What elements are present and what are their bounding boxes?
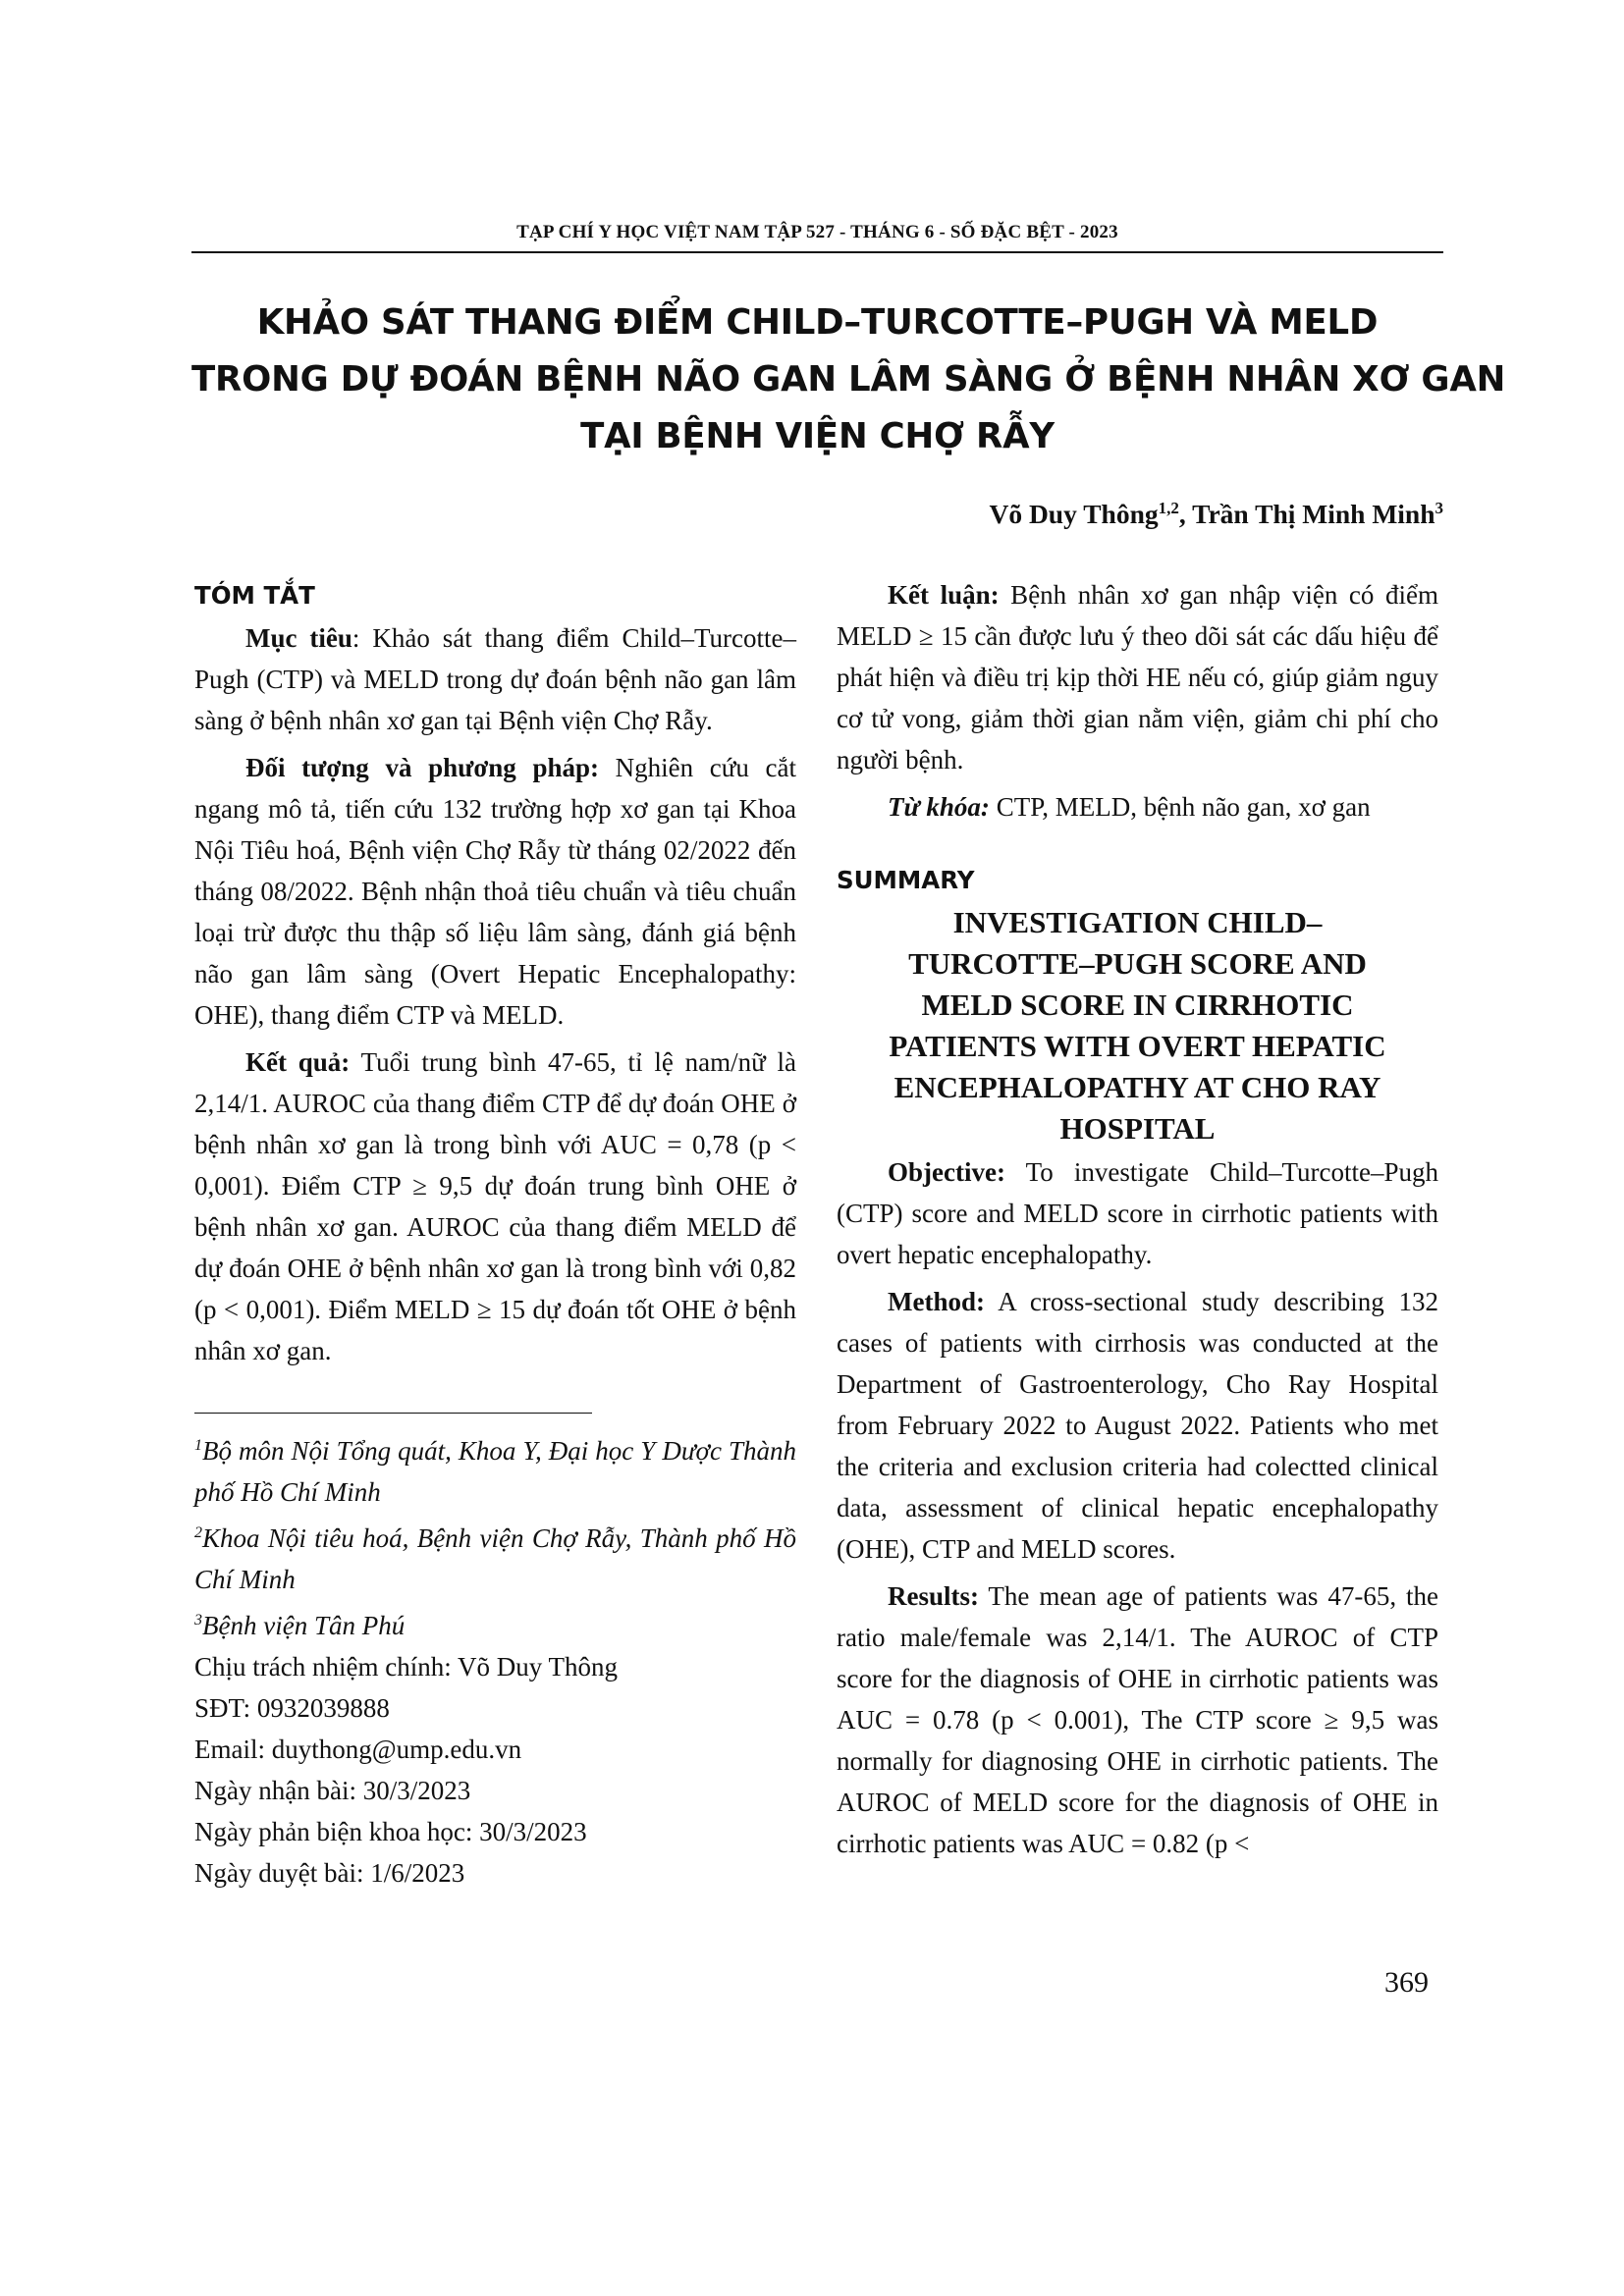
english-title	[837, 902, 1438, 1149]
affiliation-sup: 3	[194, 1612, 202, 1629]
objective-label: Objective:	[888, 1157, 1005, 1187]
phone-number: SĐT: 0932039888	[194, 1693, 390, 1723]
date-approved: Ngày duyệt bài: 1/6/2023	[194, 1858, 465, 1888]
title-line: TRONG DỰ ĐOÁN BỆNH NÃO GAN LÂM SÀNG Ở BỆNH NHÂN XƠ GAN	[191, 359, 1506, 400]
results-text: The mean age of patients was 47-65, the ratio male/female was 2,14/1. The AUROC of CTP score for the diagnosis of OHE in cirrhotic patients was AUC = 0.78 (p < 0.001), The CTP score ≥ 9,5 was normally for diagnosing OHE in cirrhotic patients. The AUROC of MELD score for the diagnosis of OHE in cirrhotic patients was AUC = 0.82 (p <	[837, 1581, 1438, 1858]
title-line: KHẢO SÁT THANG ĐIỂM CHILD–TURCOTTE–PUGH VÀ MELD	[256, 302, 1379, 343]
author-separator: ,	[1178, 499, 1193, 530]
objective-text: To investigate Child–Turcotte–Pugh (CTP) score and MELD score in cirrhotic patients with overt hepatic encephalopathy.	[837, 1157, 1438, 1269]
results-label: Kết quả:	[245, 1047, 351, 1077]
results-text: Tuổi trung bình 47-65, tỉ lệ nam/nữ là 2,14/1. AUROC của thang điểm CTP để dự đoán OHE ở bệnh nhân xơ gan là trong bình với AUC = 0,78 (p < 0,001). Điểm CTP ≥ 9,5 dự đoán trung bình OHE ở bệnh nhân xơ gan. AUROC của thang điểm MELD để dự đoán OHE ở bệnh nhân xơ gan là trong bình với 0,82 (p < 0,001). Điểm MELD ≥ 15 dự đoán tốt OHE ở bệnh nhân xơ gan.	[194, 1047, 797, 1365]
email-address: Email: duythong@ump.edu.vn	[194, 1735, 522, 1764]
abstract-method	[194, 747, 796, 1036]
conclusion-label: Kết luận:	[888, 580, 1000, 610]
method-label: Đối tượng và phương pháp:	[245, 753, 599, 782]
article-title	[191, 294, 1506, 465]
english-title-line: MELD SCORE IN CIRRHOTIC	[921, 988, 1354, 1022]
author-name: Võ Duy Thông	[989, 499, 1159, 530]
summary-heading: SUMMARY	[837, 866, 975, 894]
keywords-text: CTP, MELD, bệnh não gan, xơ gan	[989, 792, 1371, 822]
footnote-rule	[194, 1413, 592, 1414]
abstract-heading: TÓM TẮT	[194, 581, 315, 610]
left-column	[194, 574, 796, 1894]
affiliation-text: Bộ môn Nội Tổng quát, Khoa Y, Đại học Y Dược Thành phố Hồ Chí Minh	[194, 1436, 796, 1507]
header-rule	[191, 251, 1443, 253]
affiliation-text: Bệnh viện Tân Phú	[202, 1611, 406, 1640]
affiliation-1	[194, 1425, 796, 1513]
author-list	[989, 499, 1443, 530]
abstract-results	[194, 1041, 796, 1371]
author-name: Trần Thị Minh Minh	[1192, 499, 1435, 530]
abstract-conclusion	[837, 574, 1438, 780]
abstract-objective	[194, 617, 796, 741]
summary-objective	[837, 1151, 1438, 1275]
summary-results	[837, 1575, 1438, 1864]
corresponding-author: Chịu trách nhiệm chính: Võ Duy Thông	[194, 1652, 618, 1682]
objective-label: Mục tiêu	[245, 623, 352, 653]
title-line: TẠI BỆNH VIỆN CHỢ RẪY	[580, 416, 1055, 456]
english-title-line: HOSPITAL	[1059, 1111, 1216, 1146]
keywords-label: Từ khóa:	[888, 792, 990, 822]
objective-text: : Khảo sát thang điểm Child–Turcotte–Pugh (CTP) và MELD trong dự đoán bệnh não gan lâm sàng ở bệnh nhân xơ gan tại Bệnh viện Chợ Rẫy.	[194, 623, 796, 735]
english-title-line: INVESTIGATION CHILD–	[952, 905, 1323, 939]
conclusion-text: Bệnh nhân xơ gan nhập viện có điểm MELD ≥ 15 cần được lưu ý theo dõi sát các dấu hiệu để phát hiện và điều trị kịp thời HE nếu có, giúp giảm nguy cơ tử vong, giảm thời gian nằm viện, giảm chi phí cho người bệnh.	[837, 580, 1438, 774]
page-number: 369	[1384, 1966, 1429, 1999]
method-text: A cross-sectional study describing 132 cases of patients with cirrhosis was conducted at the Department of Gastroenterology, Cho Ray Hospital from February 2022 to August 2022. Patients who met the criteria and exclusion criteria had colectted clinical data, assessment of clinical hepatic encephalopathy (OHE), CTP and MELD scores.	[837, 1287, 1438, 1564]
method-label: Method:	[888, 1287, 985, 1316]
date-received: Ngày nhận bài: 30/3/2023	[194, 1776, 471, 1805]
journal-header: TẠP CHÍ Y HỌC VIỆT NAM TẬP 527 - THÁNG 6 - SỐ ĐẶC BỆT - 2023	[516, 222, 1118, 242]
affiliation-3	[194, 1600, 796, 1646]
results-label: Results:	[888, 1581, 979, 1611]
date-reviewed: Ngày phản biện khoa học: 30/3/2023	[194, 1817, 587, 1846]
affiliation-sup: 2	[194, 1524, 202, 1541]
english-title-line: TURCOTTE–PUGH SCORE AND	[908, 946, 1367, 981]
author-affiliation-sup: 3	[1435, 499, 1443, 517]
affiliation-2	[194, 1513, 796, 1600]
right-column	[837, 574, 1438, 1870]
affiliation-sup: 1	[194, 1437, 202, 1454]
summary-method	[837, 1281, 1438, 1570]
author-affiliation-sup: 1,2	[1158, 499, 1179, 517]
english-title-line: PATIENTS WITH OVERT HEPATIC	[889, 1029, 1386, 1063]
english-title-line: ENCEPHALOPATHY AT CHO RAY	[893, 1070, 1381, 1104]
affiliation-text: Khoa Nội tiêu hoá, Bệnh viện Chợ Rẫy, Thành phố Hồ Chí Minh	[194, 1523, 796, 1594]
keywords	[837, 786, 1438, 828]
method-text: Nghiên cứu cắt ngang mô tả, tiến cứu 132 trường hợp xơ gan tại Khoa Nội Tiêu hoá, Bệnh viện Chợ Rẫy từ tháng 02/2022 đến tháng 08/2022. Bệnh nhận thoả tiêu chuẩn và tiêu chuẩn loại trừ được thu thập số liệu lâm sàng, đánh giá bệnh não gan lâm sàng (Overt Hepatic Encephalopathy: OHE), thang điểm CTP và MELD.	[194, 753, 796, 1030]
